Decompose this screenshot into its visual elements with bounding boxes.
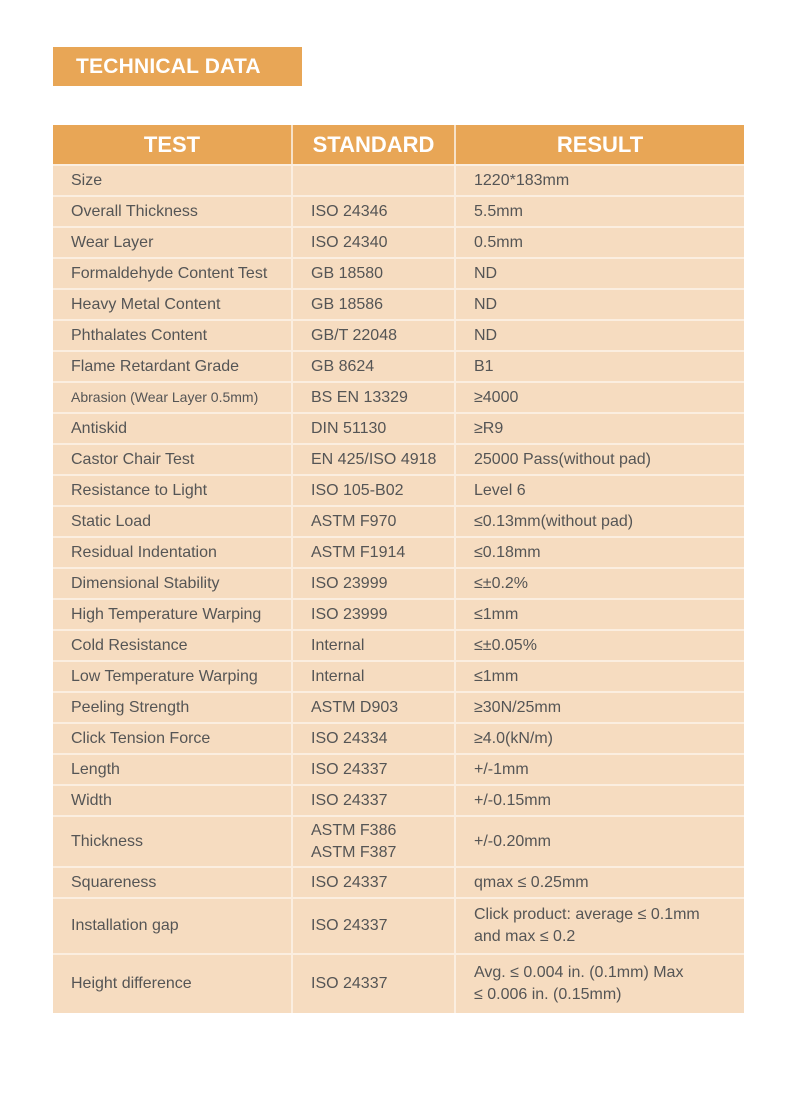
standard-line: ASTM F387 [311,843,397,861]
table-row [53,288,744,319]
test-cell: Click Tension Force [53,722,293,753]
standard-cell: ISO 24334 [293,722,456,753]
standard-cell: ISO 24337 [293,897,456,953]
table-row [53,815,744,866]
table-row [53,381,744,412]
result-cell: ≥4000 [456,381,744,412]
table-row [53,629,744,660]
standard-cell: ISO 24340 [293,226,456,257]
table-row [53,953,744,1013]
test-cell: Size [53,164,293,195]
standard-cell: DIN 51130 [293,412,456,443]
test-cell: Height difference [53,953,293,1013]
test-cell: Antiskid [53,412,293,443]
result-cell: 0.5mm [456,226,744,257]
result-cell: ≤0.18mm [456,536,744,567]
standard-cell: GB 18580 [293,257,456,288]
standard-cell: ISO 24337 [293,866,456,897]
test-cell: Low Temperature Warping [53,660,293,691]
standard-cell: EN 425/ISO 4918 [293,443,456,474]
test-cell: Installation gap [53,897,293,953]
test-cell: Formaldehyde Content Test [53,257,293,288]
standard-cell: ISO 105-B02 [293,474,456,505]
standard-cell: ISO 24337 [293,784,456,815]
result-line: and max ≤ 0.2 [474,928,576,945]
test-cell: Phthalates Content [53,319,293,350]
result-cell [456,897,744,953]
table-row [53,536,744,567]
standard-cell: GB 8624 [293,350,456,381]
standard-cell [293,164,456,195]
result-cell: +/-0.15mm [456,784,744,815]
result-cell: 1220*183mm [456,164,744,195]
result-cell: ≤0.13mm(without pad) [456,505,744,536]
result-line: ≤ 0.006 in. (0.15mm) [474,986,622,1003]
result-line: Avg. ≤ 0.004 in. (0.1mm) Max [474,964,684,982]
table-row [53,350,744,381]
table-row [53,226,744,257]
test-cell: Thickness [53,815,293,866]
result-cell: 5.5mm [456,195,744,226]
standard-cell: ASTM F970 [293,505,456,536]
result-cell: ≥4.0(kN/m) [456,722,744,753]
test-cell: Cold Resistance [53,629,293,660]
result-cell [456,953,744,1013]
standard-cell: Internal [293,660,456,691]
table-row [53,866,744,897]
test-cell: Abrasion (Wear Layer 0.5mm) [53,381,293,412]
result-cell: Level 6 [456,474,744,505]
result-cell: ≥30N/25mm [456,691,744,722]
table-row [53,412,744,443]
standard-cell: ISO 24346 [293,195,456,226]
table-row [53,660,744,691]
result-cell: +/-0.20mm [456,815,744,866]
table-row [53,598,744,629]
table-row [53,443,744,474]
standard-cell: ISO 23999 [293,598,456,629]
test-cell: Squareness [53,866,293,897]
test-cell: Length [53,753,293,784]
test-cell: Peeling Strength [53,691,293,722]
test-cell: Residual Indentation [53,536,293,567]
table-header-row [53,125,744,164]
technical-data-table [53,125,744,1013]
table-row [53,897,744,953]
table-row [53,505,744,536]
table-row [53,567,744,598]
table-row [53,784,744,815]
standard-cell: BS EN 13329 [293,381,456,412]
standard-cell: ASTM D903 [293,691,456,722]
result-cell: ≤1mm [456,660,744,691]
test-cell: Castor Chair Test [53,443,293,474]
column-header-test: TEST [53,125,293,164]
standard-cell: ISO 24337 [293,953,456,1013]
test-cell: Static Load [53,505,293,536]
standard-cell: ISO 23999 [293,567,456,598]
standard-cell: GB 18586 [293,288,456,319]
result-cell: ND [456,288,744,319]
column-header-result: RESULT [456,125,744,164]
standard-cell: ASTM F1914 [293,536,456,567]
table-row [53,753,744,784]
result-cell: qmax ≤ 0.25mm [456,866,744,897]
test-cell: Heavy Metal Content [53,288,293,319]
test-cell: High Temperature Warping [53,598,293,629]
standard-cell [293,815,456,866]
test-cell: Overall Thickness [53,195,293,226]
result-cell: ND [456,319,744,350]
column-header-standard: STANDARD [293,125,456,164]
table-row [53,257,744,288]
test-cell: Dimensional Stability [53,567,293,598]
result-cell: ND [456,257,744,288]
test-cell: Wear Layer [53,226,293,257]
table-row [53,722,744,753]
standard-line: ASTM F386 [311,821,397,839]
section-title: TECHNICAL DATA [53,47,302,86]
table-row [53,474,744,505]
result-cell: +/-1mm [456,753,744,784]
result-cell: 25000 Pass(without pad) [456,443,744,474]
result-cell: ≥R9 [456,412,744,443]
standard-cell: GB/T 22048 [293,319,456,350]
table-row [53,164,744,195]
table-row [53,691,744,722]
table-row [53,195,744,226]
result-cell: ≤1mm [456,598,744,629]
standard-cell: ISO 24337 [293,753,456,784]
test-cell: Width [53,784,293,815]
result-cell: ≤±0.05% [456,629,744,660]
test-cell: Resistance to Light [53,474,293,505]
table-row [53,319,744,350]
test-cell: Flame Retardant Grade [53,350,293,381]
result-cell: ≤±0.2% [456,567,744,598]
result-line: Click product: average ≤ 0.1mm [474,906,700,924]
standard-cell: Internal [293,629,456,660]
result-cell: B1 [456,350,744,381]
